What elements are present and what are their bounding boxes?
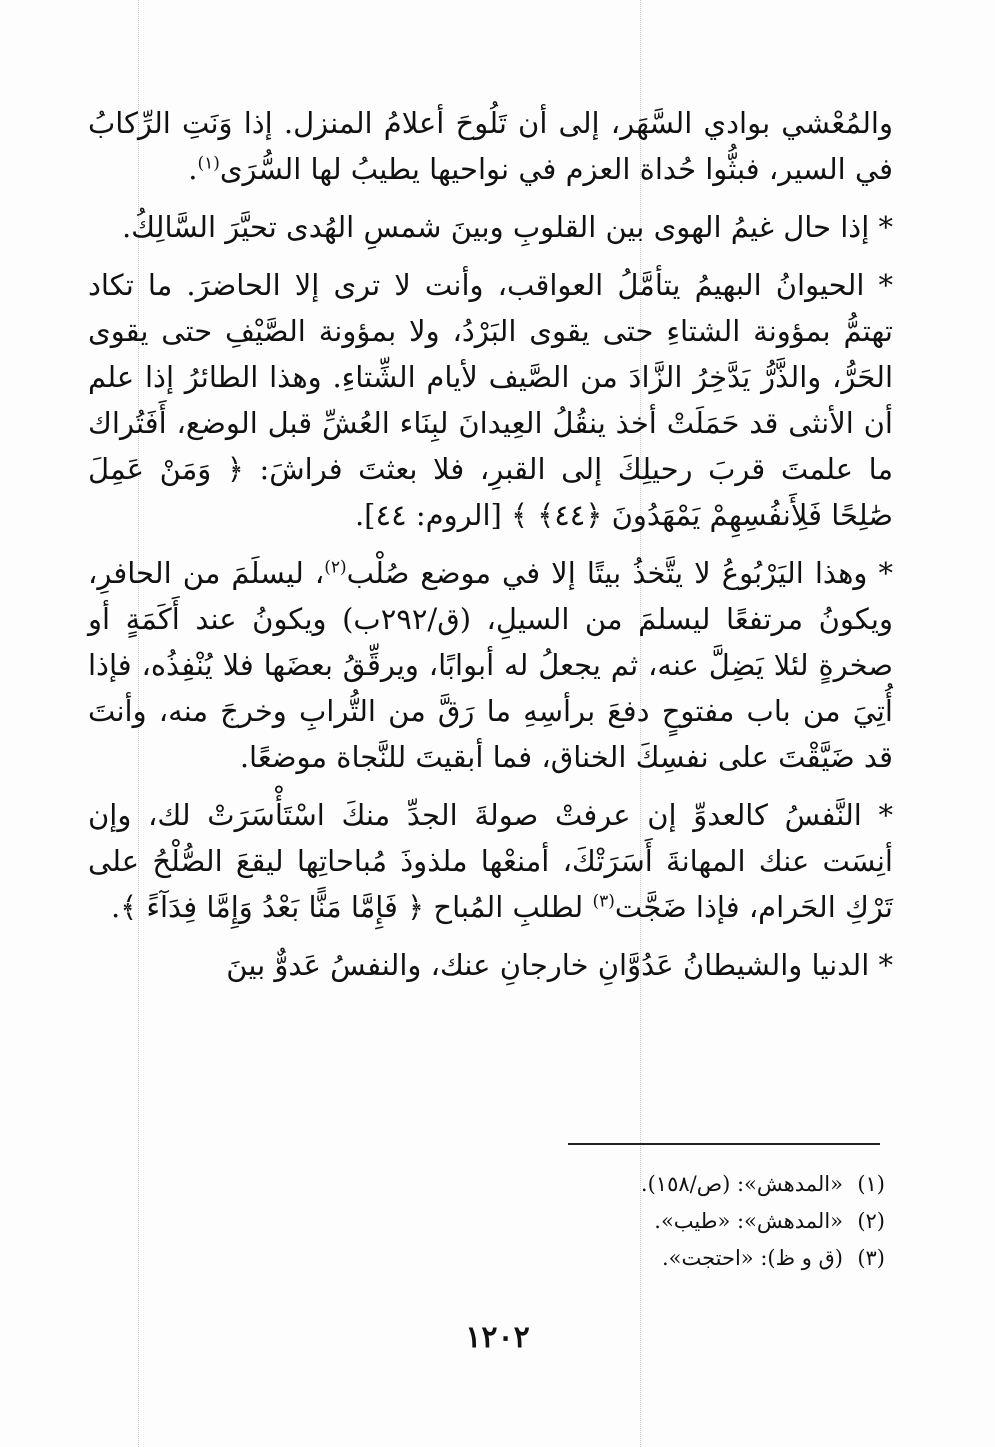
- paragraph-1: [88, 100, 893, 192]
- paragraph-5: [88, 792, 893, 930]
- footnote-1: [420, 1166, 885, 1203]
- paragraph-text: * الدنيا والشيطانُ عَدُوَّانِ خارجانِ عنك، والنفسُ عَدوٌّ بينَ: [226, 948, 893, 982]
- footnote-number: (٣): [857, 1246, 885, 1270]
- paragraph-3: [88, 262, 893, 538]
- footnote-ref-2[interactable]: (٢): [324, 557, 347, 578]
- paragraph-2: [88, 204, 893, 250]
- footnote-ref-1[interactable]: (١): [197, 153, 220, 174]
- paragraph-text-mid: لطلبِ المُباح: [433, 890, 593, 924]
- paragraph-text: * إذا حال غيمُ الهوى بين القلوبِ وبينَ شمسِ الهُدى تحيَّرَ السَّالِكُ.: [121, 210, 893, 244]
- paragraph-text: * الحيوانُ البهيمُ يتأمَّلُ العواقب، وأنت لا ترى إلا الحاضرَ. ما تكاد تهتمُّ بمؤونة الشتاءِ حتى يقوى البَرْدُ، ولا بمؤونة الصَّيْفِ حتى يقوى الحَرُّ، والذَّرُّ يَدَّخِرُ الزَّادَ من الصَّيف لأيام الشِّتاءِ. وهذا الطائرُ إذا علم أن الأنثى قد حَمَلَتْ أخذ ينقُلُ العِيدانَ لبِنَاء العُشِّ قبل الوضع، أَفَتُراك ما علمتَ قربَ رحيلِكَ إلى القبرِ، فلا بعثتَ فراشَ:: [88, 268, 894, 486]
- page-number: ١٢٠٢: [465, 1320, 530, 1355]
- quran-verse: ﴿ وَمَنْ عَمِلَ صَٰلِحًا فَلِأَنفُسِهِمْ يَمْهَدُونَ ﴿٤٤﴾ ﴾: [88, 452, 893, 532]
- footnote-number: (٢): [857, 1209, 885, 1233]
- paragraph-text: والمُعْشي بوادي السَّهَر، إلى أن تَلُوحَ أعلامُ المنزل. إذا وَنَتِ الرِّكابُ في السير، فبثُّوا حُداة العزم في نواحيها يطيبُ لها السُّرَى: [88, 106, 893, 186]
- paragraph-text-end: .: [110, 890, 121, 924]
- footnotes: [420, 1166, 885, 1277]
- footnote-number: (١): [857, 1172, 885, 1196]
- footnote-ref-3[interactable]: (٣): [592, 891, 615, 912]
- footnote-2: [420, 1203, 885, 1240]
- paragraph-text-end: .: [188, 152, 198, 186]
- footnote-text: «المدهش»: «طيب».: [654, 1209, 843, 1233]
- footnote-separator: [568, 1143, 880, 1145]
- paragraph-text-end: ، ليسلَمَ من الحافرِ، ويكونُ مرتفعًا ليسلمَ من السيلِ، (ق/٢٩٢ب) ويكونُ عند أَكَمَةٍ أو صخرةٍ لئلا يَضِلَّ عنه، ثم يجعلُ له أبوابًا، ويرقِّقُ بعضَها فلا يُنْفِذُه، فإذا أُتِيَ من باب مفتوحٍ دفعَ برأسِهِ ما رَقَّ من التُّرابِ وخرجَ منه، وأنتَ قد ضَيَّقْتَ على نفسِكَ الخناق، فما أبقيتَ للنَّجاة موضعًا.: [88, 556, 894, 774]
- footnote-3: [420, 1240, 885, 1277]
- paragraph-6: [88, 942, 893, 988]
- paragraph-4: [88, 550, 893, 780]
- footnote-text: (ق و ظ): «احتجت».: [661, 1246, 843, 1270]
- main-text: [88, 100, 893, 1000]
- verse-citation: [الروم: ٤٤].: [354, 498, 512, 532]
- paragraph-text: * وهذا اليَرْبُوعُ لا يتَّخذُ بيتًا إلا في موضع صُلْب: [346, 556, 893, 590]
- footnote-text: «المدهش»: (ص/١٥٨).: [640, 1172, 843, 1196]
- quran-verse: ﴿ فَإِمَّا مَنًّا بَعْدُ وَإِمَّا فِدَآءً ﴾: [120, 890, 425, 924]
- paragraph-text: * النَّفسُ كالعدوِّ إن عرفتْ صولةَ الجدِّ منكَ اسْتَأْسَرَتْ لك، وإن أنِسَت عنك المهانةَ أَسَرَتْكَ، أمنعْها ملذوذَ مُباحاتِها ليقعَ الصُّلْحُ على تَرْكِ الحَرام، فإذا ضَجَّت: [88, 798, 893, 924]
